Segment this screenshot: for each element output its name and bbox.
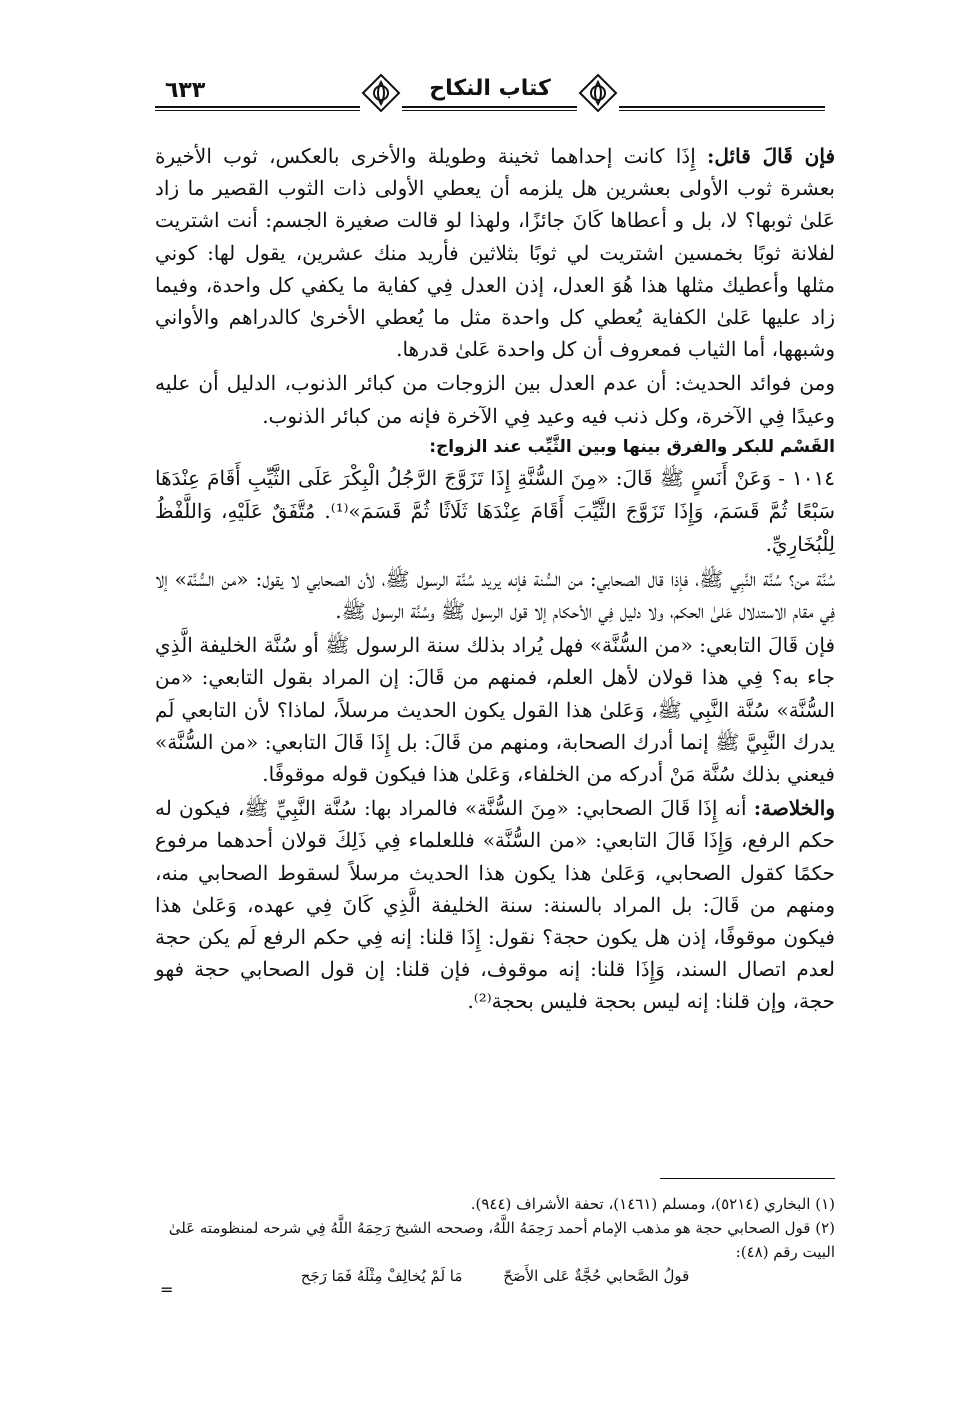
paragraph-text: إِذَا كانت إحداهما ثخينة وطويلة والأخرى بالعكس، ثوب الأخيرة بعشرة ثوب الأولى بعشرين هل يلزمه أن يعطي الأولى ذات الثوب القصير ما زاد عَلىٰ ثوبها؟ لا، بل و أعطاها كَانَ جائزًا، ولهذا لو قالت صغيرة الجسم: أنت اشتريت لفلانة ثوبًا بخمسين اشتريت لي ثوبًا بثلاثين فأريد منك عشرين، يقول لها: كوني مثلها وأعطيك مثلها هذا هُوَ العدل، إذن العدل فِي كفاية ما يكفي كل واحدة، وفيما زاد عليها عَلىٰ الكفاية يُعطي كل واحدة مثل ما يُعطي الأخرىٰ كالدراهم والأواني وشبهها، أما الثياب فمعروف أن كل واحدة عَلىٰ قدرها. bbox=[155, 144, 835, 362]
page-number: ٦٣٣ bbox=[161, 78, 209, 103]
verse-hemistich: مَا لَمْ يُخالِفْ مِثْلَهُ فَمَا رَجَح bbox=[300, 1267, 463, 1285]
page-header bbox=[155, 70, 825, 128]
paragraph-lead: فإن قَالَ قائل: bbox=[707, 144, 835, 168]
paragraph-text: أنه إِذَا قَالَ الصحابي: «مِنَ السُّنَّة» فالمراد بها: سُنَّة النَّبِيِّ ﷺ، فيكون له حكم الرفع، وَإِذَا قَالَ التابعي: «من السُّنَّة» فللعلماء فِي ذَلِكَ قولان أحدهما مرفوع حكمًا كقول الصحابي، وَعَلىٰ هذا يكون هذا الحديث مرسلاً لسقوط الصحابي منه، ومنهم من قَالَ: بل المراد بالسنة: سنة الخليفة الَّذِي كَانَ فِي عهده، وَعَلىٰ هذا فيكون موقوفًا، إذن هل يكون حجة؟ نقول: إِذَا قلنا: إنه فِي حكم الرفع لَم يكن حجة لعدم اتصال السند، وَإِذَا قلنا: إنه موقوف، فإن قلنا: إن قول الصحابي حجة فهو حجة، وإن قلنا: إنه ليس بحجة فليس بحجة⁽²⁾. bbox=[155, 796, 835, 1014]
verse-hemistich: قولُ الصَّحابي حُجَّةٌ عَلى الأَصَحّ bbox=[503, 1267, 690, 1285]
footnotes bbox=[155, 1192, 835, 1288]
footnote-verse bbox=[155, 1264, 835, 1288]
footnote: (٢) قول الصحابي حجة هو مذهب الإمام أحمد رَحِمَهُ اللَّهُ، وصححه الشيخ رَحِمَهُ اللَّهُ فِي شرحه لمنظومته عَلىٰ البيت رقم (٤٨): bbox=[168, 1219, 835, 1261]
running-title: كتاب النكاح bbox=[405, 76, 575, 101]
paragraph-text: سُنَّة من؟ سُنَّة النَّبِي ﷺ، فإذا قال الصحابي: من السُّنة فإنه يريد سُنَّة الرسول ﷺ، لأن الصحابي لا يقول: «من السُّنَّة» إلا فِي مقام الاستدلال عَلىٰ الحكم، ولا دليل فِي الأحكام إلا قول الرسول ﷺ وسُنَّة الرسول ﷺ. bbox=[155, 566, 835, 624]
header-rule-thin bbox=[155, 110, 825, 111]
paragraph-text: فإن قَالَ التابعي: «من السُّنَّة» فهل يُراد بذلك سنة الرسول ﷺ أو سُنَّة الخليفة الَّذِي جاء به؟ فِي هذا قولان لأهل العلم، فمنهم من قَالَ: إن المراد بقول التابعي: «من السُّنَّة» سُنَّة النَّبِي ﷺ، وَعَلىٰ هذا القول يكون الحديث مرسلاً، لماذا؟ لأن التابعي لَم يدرك النَّبِيَّ ﷺ إنما أدرك الصحابة، ومنهم من قَالَ: بل إِذَا قَالَ التابعي: «من السُّنَّة» فيعني بذلك سُنَّة مَنْ أدركه من الخلفاء، وَعَلىٰ هذا فيكون قوله موقوفًا. bbox=[155, 633, 835, 787]
footnote: (١) البخاري (٥٢١٤)، ومسلم (١٤٦١)، تحفة الأشراف (٩٤٤). bbox=[470, 1195, 835, 1213]
header-rule bbox=[155, 106, 825, 108]
paragraph bbox=[155, 563, 835, 627]
paragraph bbox=[155, 367, 835, 431]
section-subheading: القَسْم للبكر والفرق بينها وبين الثَّيِّب عند الزواج: bbox=[429, 436, 835, 457]
paragraph bbox=[155, 140, 835, 365]
paragraph bbox=[155, 792, 835, 1017]
footnote-rule bbox=[660, 1178, 835, 1179]
main-text bbox=[155, 140, 835, 1018]
ornament-icon bbox=[360, 72, 402, 114]
paragraph-lead: والخلاصة: bbox=[753, 796, 835, 821]
paragraph bbox=[155, 629, 835, 790]
paragraph-text: ومن فوائد الحديث: أن عدم العدل بين الزوجات من كبائر الذنوب، الدليل أن عليه وعيدًا فِي الآخرة، وكل ذنب فيه وعيد فِي الآخرة فإنه من كبائر الذنوب. bbox=[155, 371, 835, 428]
margin-mark: = bbox=[160, 1280, 174, 1299]
hadith-text: ١٠١٤ - وَعَنْ أَنَسٍ ﷺ قَالَ: «مِنَ السُّنَّةِ إِذَا تَزَوَّجَ الرَّجُلُ الْبِكْرَ عَلَى الثَّيِّبِ أَقَامَ عِنْدَهَا سَبْعًا ثُمَّ قَسَمَ، وَإِذَا تَزَوَّجَ الثَّيِّبَ أَقَامَ عِنْدَهَا ثَلَاثًا ثُمَّ قَسَمَ»⁽¹⁾. مُتَّفَقٌ عَلَيْهِ، وَاللَّفْظُ لِلْبُخَارِيِّ. bbox=[155, 465, 835, 556]
ornament-icon bbox=[577, 72, 619, 114]
